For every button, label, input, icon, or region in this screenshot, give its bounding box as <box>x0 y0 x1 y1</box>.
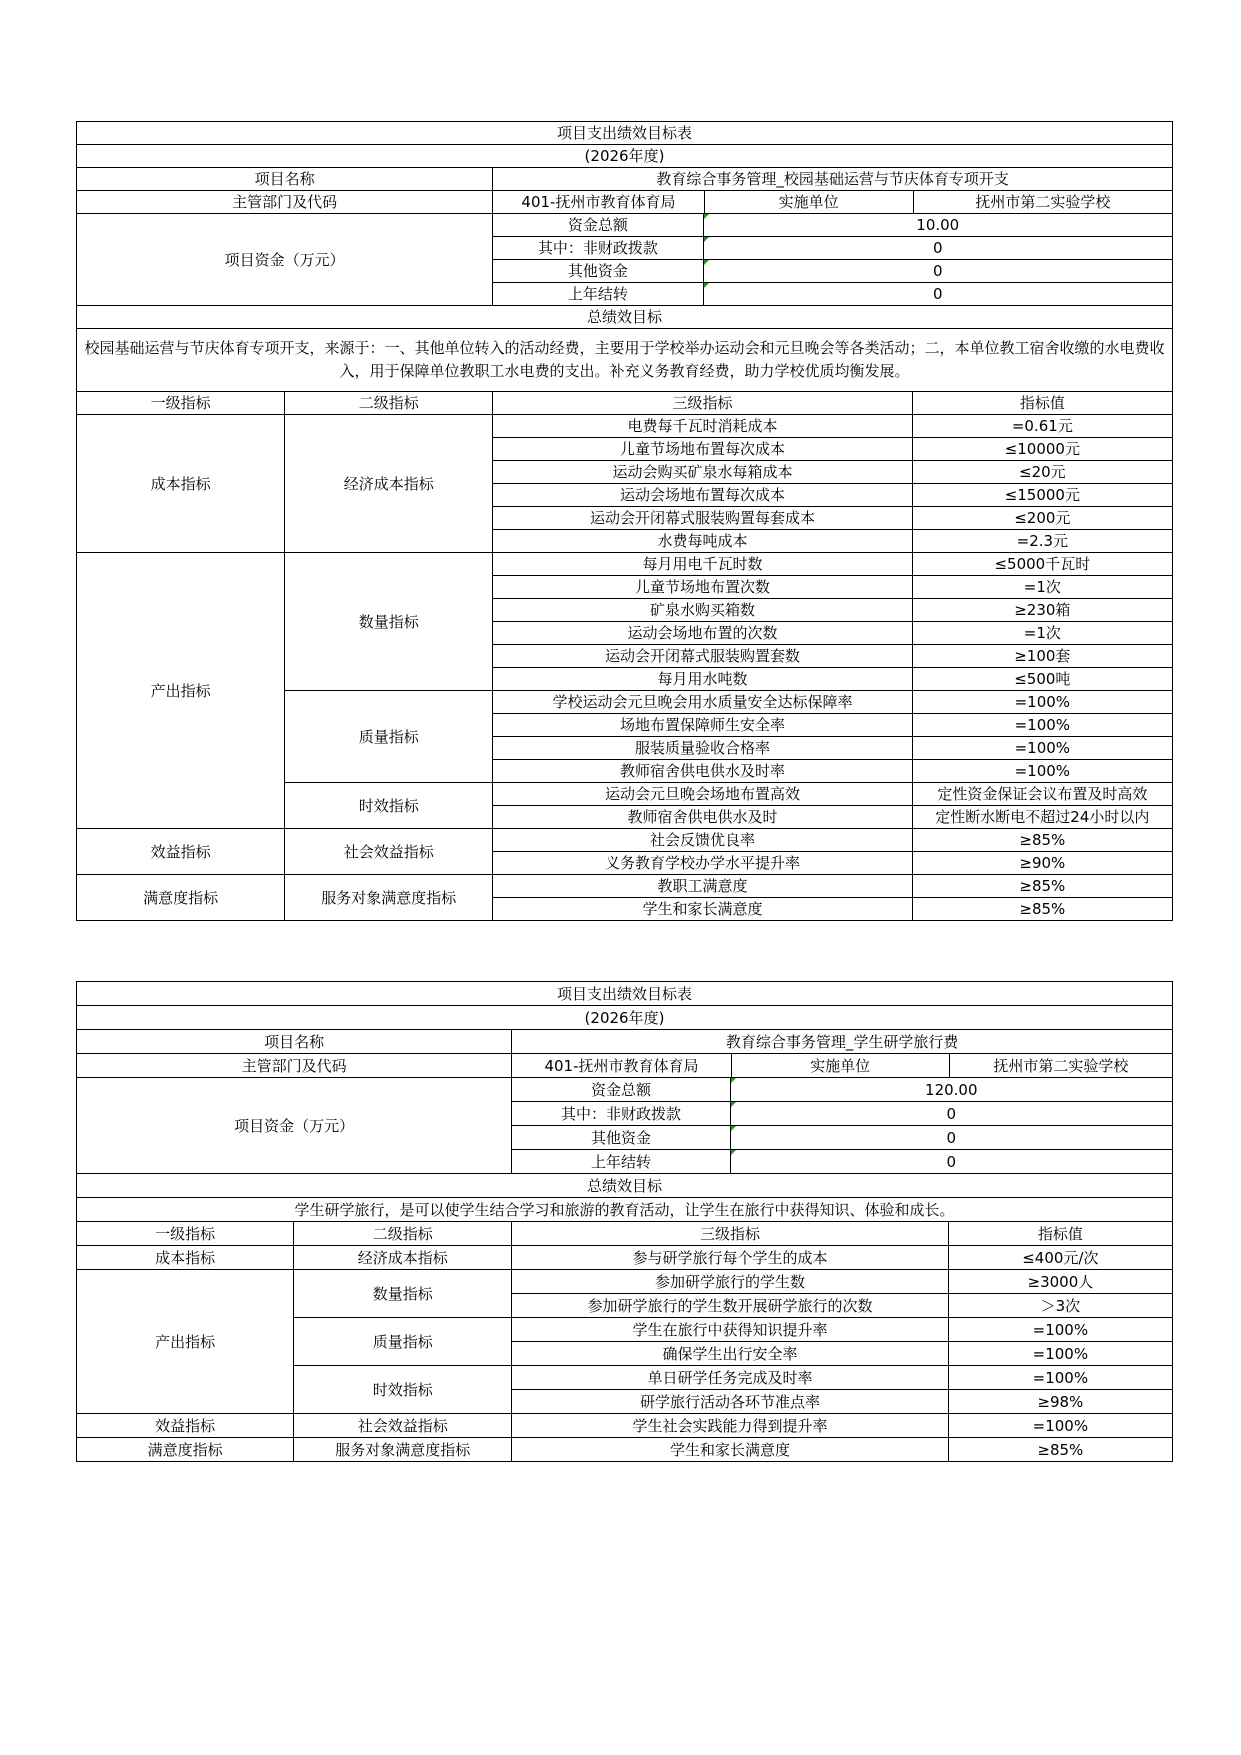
header-row <box>77 392 1173 415</box>
funds-row <box>77 1078 1173 1102</box>
fund-item-label: 其他资金 <box>512 1126 730 1150</box>
dept-label: 主管部门及代码 <box>77 191 493 214</box>
goal-label-row <box>77 1174 1173 1198</box>
level3-indicator: 水费每吨成本 <box>493 530 912 553</box>
year-row <box>77 1006 1173 1030</box>
level3-indicator: 运动会购买矿泉水每箱成本 <box>493 461 912 484</box>
level2-indicator: 服务对象满意度指标 <box>285 875 493 921</box>
goal-text: 校园基础运营与节庆体育专项开支，来源于：一、其他单位转入的活动经费，主要用于学校举办运动会和元旦晚会等各类活动；二，本单位教工宿舍收缴的水电费收入，用于保障单位教职工水电费的支出。补充义务教育经费，助力学校优质均衡发展。 <box>77 329 1173 392</box>
level1-indicator: 满意度指标 <box>77 875 285 921</box>
indicator-value: ≥230箱 <box>912 599 1172 622</box>
level3-indicator: 每月用水吨数 <box>493 668 912 691</box>
fund-item-value: 0 <box>703 283 1172 306</box>
level3-indicator: 电费每千瓦时消耗成本 <box>493 415 912 438</box>
indicator-value: =100% <box>912 760 1172 783</box>
fund-item-label: 其他资金 <box>493 260 703 283</box>
level3-indicator: 矿泉水购买箱数 <box>493 599 912 622</box>
level2-indicator: 数量指标 <box>294 1270 512 1318</box>
goal-label: 总绩效目标 <box>77 1174 1173 1198</box>
level3-indicator: 参加研学旅行的学生数 <box>512 1270 948 1294</box>
level2-indicator: 社会效益指标 <box>294 1414 512 1438</box>
level2-indicator: 经济成本指标 <box>294 1246 512 1270</box>
indicator-value: ≥85% <box>912 898 1172 921</box>
level3-indicator: 教师宿舍供电供水及时 <box>493 806 912 829</box>
indicator-value: ≤10000元 <box>912 438 1172 461</box>
indicator-row <box>77 1246 1173 1270</box>
header-row <box>77 1222 1173 1246</box>
impl-label: 实施单位 <box>731 1054 949 1078</box>
level3-indicator: 运动会场地布置的次数 <box>493 622 912 645</box>
indicator-value: ≤20元 <box>912 461 1172 484</box>
fund-item-label: 上年结转 <box>493 283 703 306</box>
project-name-value: 教育综合事务管理_校园基础运营与节庆体育专项开支 <box>493 168 1173 191</box>
level2-indicator: 数量指标 <box>285 553 493 691</box>
title-row <box>77 982 1173 1006</box>
level3-indicator: 社会反馈优良率 <box>493 829 912 852</box>
indicator-value: ≥85% <box>912 829 1172 852</box>
level1-indicator: 成本指标 <box>77 1246 294 1270</box>
impl-label: 实施单位 <box>704 191 913 214</box>
level3-indicator: 单日研学任务完成及时率 <box>512 1366 948 1390</box>
fund-item-value: 0 <box>703 237 1172 260</box>
level3-indicator: 教师宿舍供电供水及时率 <box>493 760 912 783</box>
indicator-value: ≤5000千瓦时 <box>912 553 1172 576</box>
level2-indicator: 时效指标 <box>285 783 493 829</box>
indicator-value: =100% <box>912 737 1172 760</box>
level3-indicator: 儿童节场地布置次数 <box>493 576 912 599</box>
header-level2: 二级指标 <box>294 1222 512 1246</box>
indicator-value: ≥100套 <box>912 645 1172 668</box>
indicator-row <box>77 1438 1173 1462</box>
level1-indicator: 效益指标 <box>77 1414 294 1438</box>
dept-row <box>77 191 1173 214</box>
level2-indicator: 服务对象满意度指标 <box>294 1438 512 1462</box>
indicator-value: ≤15000元 <box>912 484 1172 507</box>
indicator-row <box>77 1414 1173 1438</box>
header-level3: 三级指标 <box>512 1222 948 1246</box>
indicator-row <box>77 829 1173 852</box>
dept-value: 401-抚州市教育体育局 <box>512 1054 731 1078</box>
indicator-value: ≥3000人 <box>948 1270 1172 1294</box>
level3-indicator: 儿童节场地布置每次成本 <box>493 438 912 461</box>
indicator-row <box>77 1270 1173 1294</box>
fund-item-label: 资金总额 <box>493 214 703 237</box>
indicator-value: ≤500吨 <box>912 668 1172 691</box>
funds-label: 项目资金（万元） <box>77 214 493 306</box>
goal-row <box>77 1198 1173 1222</box>
indicator-value: =100% <box>912 691 1172 714</box>
funds-row <box>77 214 1173 237</box>
level2-indicator: 经济成本指标 <box>285 415 493 553</box>
level2-indicator: 时效指标 <box>294 1366 512 1414</box>
level2-indicator: 质量指标 <box>294 1318 512 1366</box>
fund-item-value: 0 <box>730 1150 1172 1174</box>
indicator-value: =100% <box>912 714 1172 737</box>
fund-item-value: 10.00 <box>703 214 1172 237</box>
project-name-row <box>77 168 1173 191</box>
header-level1: 一级指标 <box>77 1222 294 1246</box>
table-title: 项目支出绩效目标表 <box>77 982 1173 1006</box>
funds-label: 项目资金（万元） <box>77 1078 512 1174</box>
level3-indicator: 运动会开闭幕式服装购置每套成本 <box>493 507 912 530</box>
fund-item-value: 0 <box>703 260 1172 283</box>
level3-indicator: 运动会元旦晚会场地布置高效 <box>493 783 912 806</box>
year-row <box>77 145 1173 168</box>
goal-label: 总绩效目标 <box>77 306 1173 329</box>
level2-indicator: 质量指标 <box>285 691 493 783</box>
indicator-row <box>77 875 1173 898</box>
indicator-value: ≥85% <box>948 1438 1172 1462</box>
level2-indicator: 社会效益指标 <box>285 829 493 875</box>
goal-label-row <box>77 306 1173 329</box>
indicator-value: =0.61元 <box>912 415 1172 438</box>
header-level1: 一级指标 <box>77 392 285 415</box>
project-name-label: 项目名称 <box>77 168 493 191</box>
indicator-value: ≥85% <box>912 875 1172 898</box>
indicator-value: =100% <box>948 1414 1172 1438</box>
level3-indicator: 场地布置保障师生安全率 <box>493 714 912 737</box>
dept-label: 主管部门及代码 <box>77 1054 512 1078</box>
level3-indicator: 参加研学旅行的学生数开展研学旅行的次数 <box>512 1294 948 1318</box>
header-value: 指标值 <box>948 1222 1172 1246</box>
fund-item-value: 0 <box>730 1102 1172 1126</box>
level3-indicator: 运动会开闭幕式服装购置套数 <box>493 645 912 668</box>
project-name-value: 教育综合事务管理_学生研学旅行费 <box>512 1030 1173 1054</box>
fund-item-label: 资金总额 <box>512 1078 730 1102</box>
table-year: (2026年度) <box>77 1006 1173 1030</box>
level1-indicator: 成本指标 <box>77 415 285 553</box>
fund-item-value: 0 <box>730 1126 1172 1150</box>
level3-indicator: 确保学生出行安全率 <box>512 1342 948 1366</box>
fund-item-label: 上年结转 <box>512 1150 730 1174</box>
impl-value: 抚州市第二实验学校 <box>913 191 1172 214</box>
indicator-value: ≤200元 <box>912 507 1172 530</box>
indicator-value: ≥98% <box>948 1390 1172 1414</box>
fund-item-value: 120.00 <box>730 1078 1172 1102</box>
indicator-value: =100% <box>948 1318 1172 1342</box>
goal-text: 学生研学旅行，是可以使学生结合学习和旅游的教育活动，让学生在旅行中获得知识、体验和成长。 <box>77 1198 1173 1222</box>
indicator-value: 定性断水断电不超过24小时以内 <box>912 806 1172 829</box>
header-value: 指标值 <box>912 392 1172 415</box>
indicator-value: 定性资金保证会议布置及时高效 <box>912 783 1172 806</box>
dept-row <box>77 1054 1173 1078</box>
indicator-value: =100% <box>948 1366 1172 1390</box>
level3-indicator: 参与研学旅行每个学生的成本 <box>512 1246 948 1270</box>
header-level2: 二级指标 <box>285 392 493 415</box>
level3-indicator: 研学旅行活动各环节准点率 <box>512 1390 948 1414</box>
level3-indicator: 教职工满意度 <box>493 875 912 898</box>
fund-item-label: 其中：非财政拨款 <box>493 237 703 260</box>
level3-indicator: 学校运动会元旦晚会用水质量安全达标保障率 <box>493 691 912 714</box>
level3-indicator: 学生社会实践能力得到提升率 <box>512 1414 948 1438</box>
level3-indicator: 学生在旅行中获得知识提升率 <box>512 1318 948 1342</box>
level3-indicator: 义务教育学校办学水平提升率 <box>493 852 912 875</box>
level3-indicator: 每月用电千瓦时数 <box>493 553 912 576</box>
table-year: (2026年度) <box>77 145 1173 168</box>
header-level3: 三级指标 <box>493 392 912 415</box>
title-row <box>77 122 1173 145</box>
indicator-value: ≥90% <box>912 852 1172 875</box>
indicator-value: =2.3元 <box>912 530 1172 553</box>
level3-indicator: 学生和家长满意度 <box>512 1438 948 1462</box>
indicator-row <box>77 553 1173 576</box>
level3-indicator: 学生和家长满意度 <box>493 898 912 921</box>
indicator-value: =100% <box>948 1342 1172 1366</box>
level1-indicator: 产出指标 <box>77 553 285 829</box>
indicator-value: ＞3次 <box>948 1294 1172 1318</box>
level1-indicator: 产出指标 <box>77 1270 294 1414</box>
performance-table-1 <box>76 121 1173 921</box>
indicator-value: =1次 <box>912 576 1172 599</box>
indicator-value: =1次 <box>912 622 1172 645</box>
goal-row <box>77 329 1173 392</box>
indicator-value: ≤400元/次 <box>948 1246 1172 1270</box>
table-title: 项目支出绩效目标表 <box>77 122 1173 145</box>
level3-indicator: 运动会场地布置每次成本 <box>493 484 912 507</box>
dept-value: 401-抚州市教育体育局 <box>493 191 704 214</box>
level3-indicator: 服装质量验收合格率 <box>493 737 912 760</box>
performance-table-2 <box>76 981 1173 1462</box>
project-name-label: 项目名称 <box>77 1030 512 1054</box>
project-name-row <box>77 1030 1173 1054</box>
impl-value: 抚州市第二实验学校 <box>949 1054 1172 1078</box>
level1-indicator: 满意度指标 <box>77 1438 294 1462</box>
level1-indicator: 效益指标 <box>77 829 285 875</box>
fund-item-label: 其中：非财政拨款 <box>512 1102 730 1126</box>
indicator-row <box>77 415 1173 438</box>
